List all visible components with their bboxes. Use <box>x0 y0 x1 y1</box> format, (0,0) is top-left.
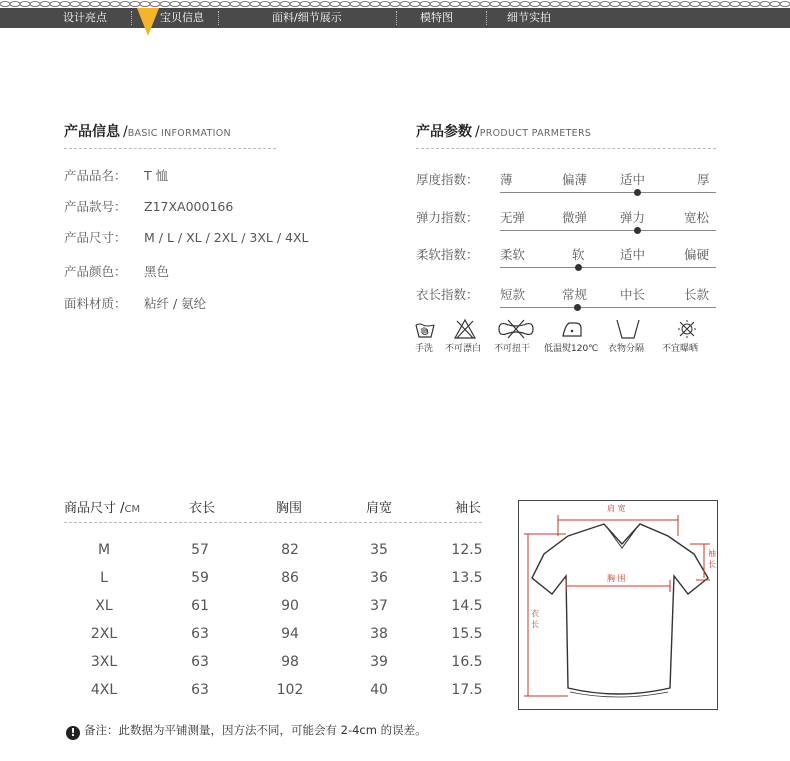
param-option: 弹力 <box>620 210 646 225</box>
size-name-cell: 3XL <box>90 654 118 670</box>
size-value-cell: 61 <box>191 598 209 614</box>
param-label: 弹力指数： <box>416 210 479 225</box>
size-value-cell: 63 <box>191 654 209 670</box>
param-option: 薄 <box>500 172 513 187</box>
size-value-cell: 63 <box>191 682 209 698</box>
care-label-separate: 衣物分隔 <box>608 344 645 354</box>
param-scale-line <box>500 230 716 231</box>
info-label: 产品尺寸： <box>64 230 127 245</box>
size-header-label: 商品尺寸 / <box>64 501 125 516</box>
nav-tab-fabric[interactable]: 面料/细节展示 <box>272 11 342 24</box>
tshirt-measure-diagram <box>518 496 718 710</box>
size-value-cell: 40 <box>370 682 388 698</box>
divider <box>64 522 482 523</box>
info-value: M / L / XL / 2XL / 3XL / 4XL <box>144 230 309 245</box>
shoulder-label: 肩 宽 <box>607 504 626 513</box>
nav-separator <box>396 11 397 25</box>
param-option: 微弹 <box>562 210 588 225</box>
info-value: 粘纤 / 氨纶 <box>144 296 207 311</box>
product-params-title-cn: 产品参数 <box>416 124 472 140</box>
hand-wash-icon <box>414 318 436 340</box>
size-value-cell: 39 <box>370 654 388 670</box>
info-row-material <box>64 294 206 312</box>
nav-tab-design[interactable]: 设计亮点 <box>63 11 107 24</box>
size-value-cell: 17.5 <box>451 682 483 698</box>
size-value-cell: 63 <box>191 626 209 642</box>
care-label-iron: 低温熨120℃ <box>544 344 599 354</box>
param-option: 柔软 <box>500 247 526 262</box>
size-value-cell: 98 <box>281 654 299 670</box>
size-col-chest: 胸围 <box>276 501 303 516</box>
care-label-hand-wash: 手洗 <box>415 344 434 354</box>
param-option: 无弹 <box>500 210 526 225</box>
info-value: 黑色 <box>144 264 170 279</box>
size-value-cell: 14.5 <box>451 598 483 614</box>
size-name-cell: M <box>97 542 111 558</box>
size-col-length: 衣长 <box>189 501 216 516</box>
care-label-no-bleach: 不可漂白 <box>445 344 482 354</box>
param-selected-dot <box>575 264 582 271</box>
size-value-cell: 86 <box>281 570 299 586</box>
param-option: 宽松 <box>684 210 710 225</box>
note-text: 备注：此数据为平铺测量，因方法不同，可能会有 2-4cm 的误差。 <box>84 723 427 737</box>
size-name-cell: XL <box>95 598 113 614</box>
param-label: 厚度指数： <box>416 172 479 187</box>
sleeve-label: 袖 长 <box>708 549 716 569</box>
param-option: 短款 <box>500 287 526 302</box>
size-value-cell: 57 <box>191 542 209 558</box>
no-sun-dry-icon <box>676 318 698 340</box>
nav-separator <box>486 11 487 25</box>
title-slash: / <box>475 124 480 140</box>
param-option: 软 <box>572 247 585 262</box>
divider <box>416 148 716 149</box>
param-label: 柔软指数： <box>416 247 479 262</box>
size-value-cell: 35 <box>370 542 388 558</box>
top-nav <box>0 8 790 28</box>
param-selected-dot <box>634 189 641 196</box>
size-col-shoulder: 肩宽 <box>366 501 393 516</box>
info-row-size <box>64 228 309 246</box>
title-slash: / <box>123 124 128 140</box>
measurement-note <box>66 722 427 740</box>
size-value-cell: 59 <box>191 570 209 586</box>
info-row-color <box>64 262 169 280</box>
info-value: Z17XA000166 <box>144 199 234 214</box>
tshirt-outline <box>532 524 708 694</box>
param-option: 适中 <box>620 172 646 187</box>
size-value-cell: 12.5 <box>451 542 483 558</box>
size-value-cell: 38 <box>370 626 388 642</box>
iron-low-icon <box>561 318 583 340</box>
size-value-cell: 15.5 <box>451 626 483 642</box>
param-scale-line <box>500 307 716 308</box>
divider <box>64 148 276 149</box>
info-row-sku <box>64 197 233 215</box>
param-option: 中长 <box>620 287 646 302</box>
length-label: 衣 长 <box>531 609 539 629</box>
product-info-title <box>64 121 231 141</box>
size-name-cell: 2XL <box>90 626 118 642</box>
chest-label: 胸 围 <box>607 574 626 583</box>
param-label: 衣长指数： <box>416 287 479 302</box>
param-option: 适中 <box>620 247 646 262</box>
param-option: 常规 <box>562 287 588 302</box>
size-value-cell: 90 <box>281 598 299 614</box>
product-info-title-cn: 产品信息 <box>64 124 120 140</box>
param-selected-dot <box>634 227 641 234</box>
param-option: 偏薄 <box>562 172 588 187</box>
product-params-title-en: PRODUCT PARMETERS <box>479 128 592 139</box>
size-value-cell: 82 <box>281 542 299 558</box>
info-label: 产品品名： <box>64 168 127 183</box>
nav-separator <box>131 11 132 25</box>
no-wring-icon <box>496 318 536 340</box>
size-header-unit: CM <box>124 504 141 515</box>
size-value-cell: 102 <box>276 682 304 698</box>
care-label-no-wring: 不可扭干 <box>494 344 531 354</box>
size-value-cell: 37 <box>370 598 388 614</box>
param-option: 长款 <box>684 287 710 302</box>
info-label: 面料材质： <box>64 296 127 311</box>
param-scale-line <box>500 267 716 268</box>
size-value-cell: 36 <box>370 570 388 586</box>
info-row-name <box>64 166 168 184</box>
param-option: 偏硬 <box>684 247 710 262</box>
nav-tab-details[interactable]: 细节实拍 <box>507 11 551 24</box>
no-bleach-icon <box>454 318 476 340</box>
size-col-sleeve: 袖长 <box>455 501 482 516</box>
warning-icon: ! <box>66 726 80 740</box>
care-label-no-sun: 不宜曝晒 <box>662 344 699 354</box>
wash-separately-icon <box>614 318 642 340</box>
param-scale-line <box>500 192 716 193</box>
size-name-cell: 4XL <box>90 682 118 698</box>
product-info-title-en: BASIC INFORMATION <box>127 128 231 139</box>
info-value: T 恤 <box>144 168 169 183</box>
size-table-header-first <box>64 497 140 516</box>
size-value-cell: 16.5 <box>451 654 483 670</box>
size-value-cell: 94 <box>281 626 299 642</box>
nav-border-pattern <box>0 0 790 8</box>
product-params-title <box>416 121 591 141</box>
nav-tab-product-info[interactable]: 宝贝信息 <box>160 11 204 24</box>
size-value-cell: 13.5 <box>451 570 483 586</box>
info-label: 产品款号： <box>64 199 127 214</box>
size-name-cell: L <box>100 570 108 586</box>
info-label: 产品颜色： <box>64 264 127 279</box>
active-tab-pointer-icon <box>137 8 159 36</box>
nav-tab-model[interactable]: 模特图 <box>420 11 453 24</box>
param-selected-dot <box>574 304 581 311</box>
param-option: 厚 <box>697 172 710 187</box>
nav-separator <box>218 11 219 25</box>
